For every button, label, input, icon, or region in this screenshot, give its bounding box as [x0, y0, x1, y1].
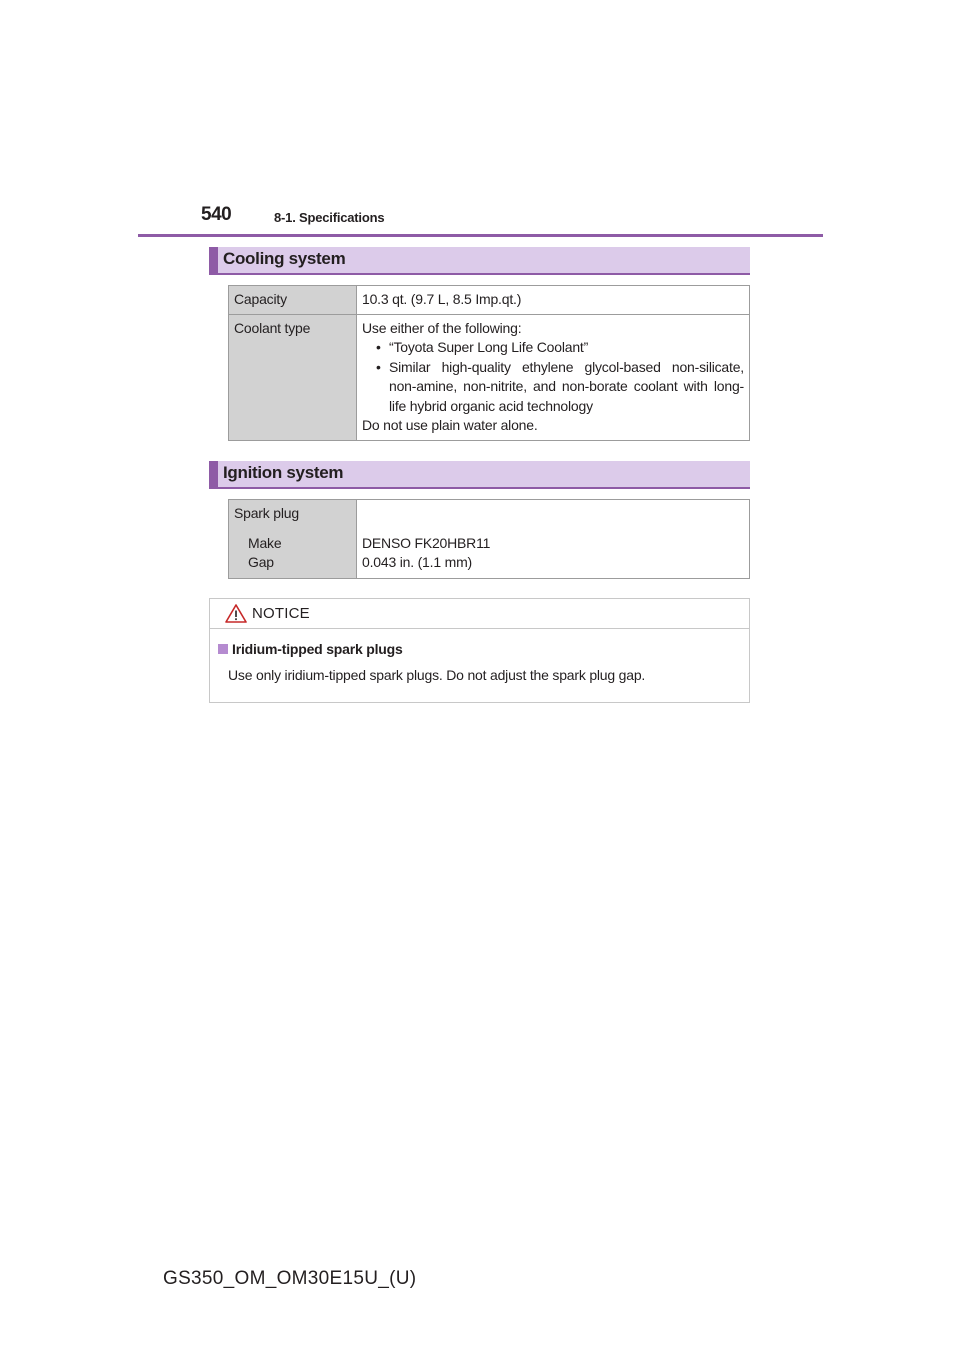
gap-value: 0.043 in. (1.1 mm): [362, 554, 472, 570]
cooling-system-heading: [209, 247, 750, 275]
coolant-option: • “Toyota Super Long Life Coolant”: [362, 338, 744, 358]
ignition-system-title: Ignition system: [223, 463, 344, 482]
spark-plug-label: Spark plug: [234, 505, 299, 521]
spark-plug-value-cell: [357, 500, 750, 579]
coolant-option: • Similar high-quality ethylene glycol-based non-silicate, non-amine, non-nitrite, and non-borate coolant with long-life hybrid organic acid technology: [362, 358, 744, 417]
coolant-type-label: Coolant type: [229, 314, 357, 440]
ignition-system-heading: [209, 461, 750, 489]
table-row: [229, 314, 750, 440]
coolant-intro: Use either of the following:: [362, 319, 522, 336]
capacity-label: Capacity: [229, 286, 357, 315]
make-label: Make: [248, 534, 282, 551]
cooling-system-title: Cooling system: [223, 249, 346, 268]
coolant-type-value: [357, 314, 750, 440]
notice-title: NOTICE: [252, 605, 310, 622]
coolant-note: Do not use plain water alone.: [362, 417, 538, 433]
square-bullet-icon: [218, 644, 228, 654]
spark-plug-label-cell: [229, 500, 357, 579]
cooling-system-table: [228, 285, 750, 441]
notice-subtitle: Iridium-tipped spark plugs: [232, 641, 403, 657]
notice-subtitle-row: [218, 641, 403, 657]
warning-triangle-icon: [225, 604, 247, 623]
table-row: [229, 286, 750, 315]
footer-model-code: GS350_OM_OM30E15U_(U): [163, 1268, 417, 1289]
page-number: 540: [201, 204, 232, 225]
make-value: DENSO FK20HBR11: [362, 534, 491, 551]
table-row: [229, 500, 750, 579]
notice-header: [210, 599, 749, 629]
ignition-system-table: [228, 499, 750, 579]
gap-label: Gap: [248, 554, 274, 570]
section-breadcrumb: 8-1. Specifications: [274, 210, 385, 225]
page-header: [138, 200, 823, 237]
notice-box: [209, 598, 750, 703]
notice-body: Use only iridium-tipped spark plugs. Do not adjust the spark plug gap.: [228, 667, 646, 683]
capacity-value: 10.3 qt. (9.7 L, 8.5 Imp.qt.): [357, 286, 750, 315]
